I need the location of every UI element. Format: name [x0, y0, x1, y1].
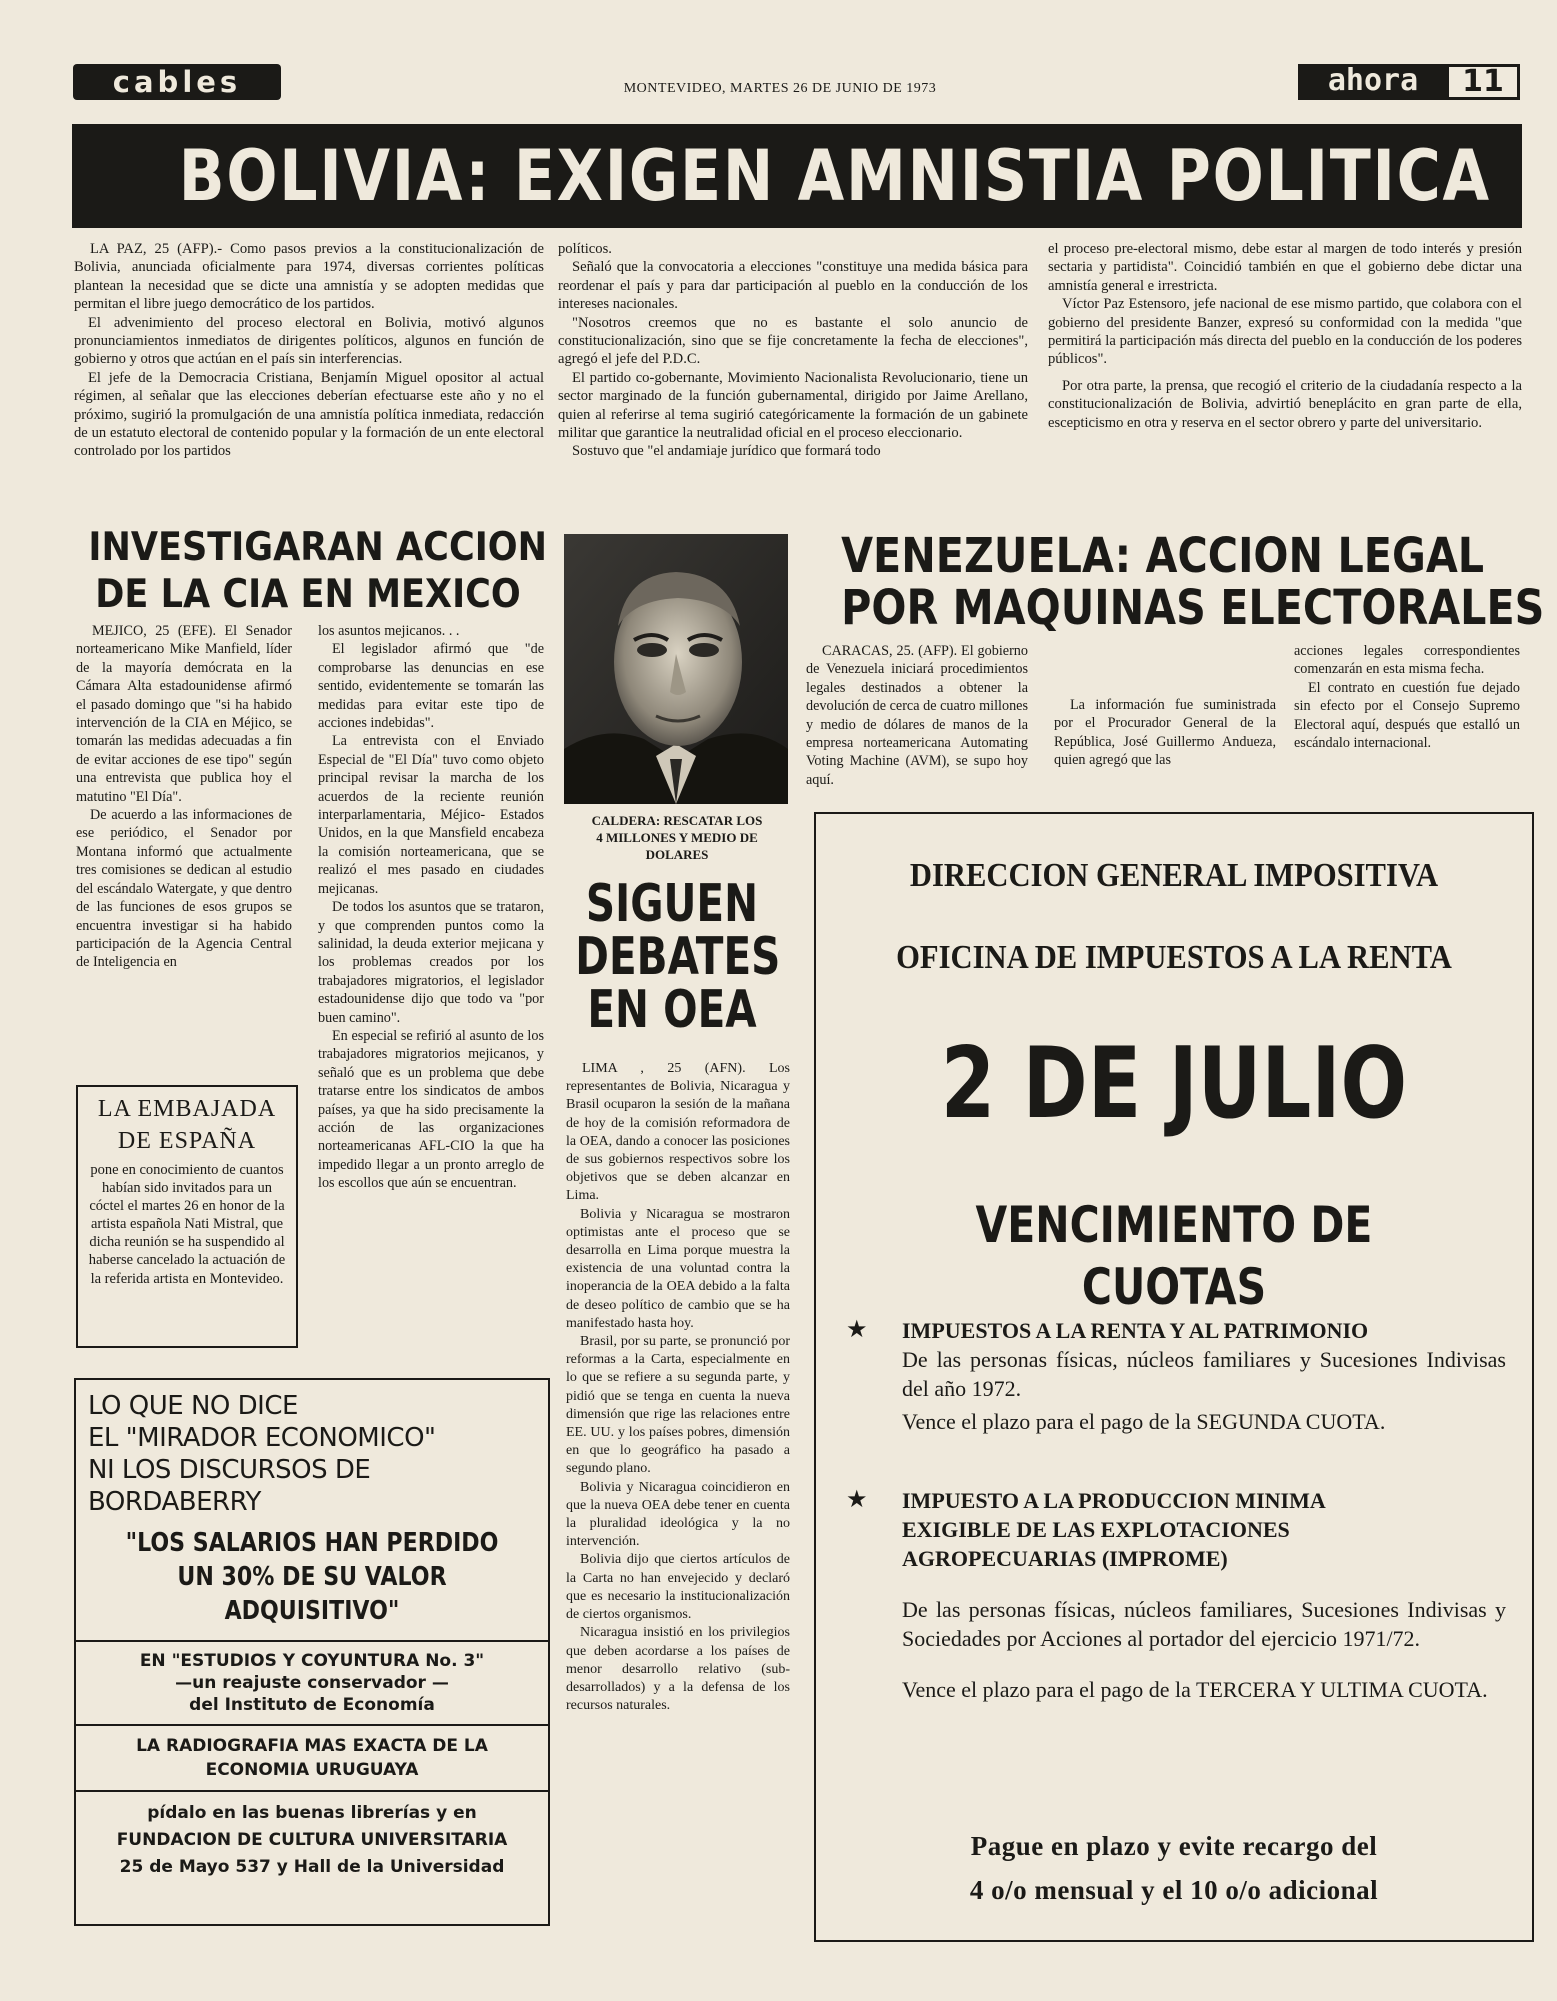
paragraph: los asuntos mejicanos. . .	[318, 623, 460, 639]
embassy-notice	[76, 1085, 298, 1348]
item-title: IMPUESTOS A LA RENTA Y AL PATRIMONIO	[902, 1318, 1369, 1343]
embassy-title	[86, 1093, 288, 1157]
main-story-col-2	[558, 240, 1028, 461]
page-number: 11	[1446, 64, 1520, 100]
section-line: LA RADIOGRAFIA MAS EXACTA DE LA	[136, 1736, 488, 1756]
section-line: ECONOMIA URUGUAYA	[205, 1760, 419, 1780]
dgi-advertisement	[814, 812, 1534, 1942]
section-line: EN "ESTUDIOS Y COYUNTURA No. 3"	[139, 1651, 485, 1671]
paragraph: El partido co-gobernante, Movimiento Nacionalista Revolucionario, tiene un sector marginado de la función gubernamental, dirigido por Jaime Arellano, quien al referirse al tema sugirió categóricamente la formación de un gabinete militar que garantice la neutralidad oficial en el proceso eleccionario.	[558, 369, 1028, 442]
paragraph: políticos.	[558, 241, 612, 257]
intro-line: NI LOS DISCURSOS DE	[88, 1455, 371, 1485]
paragraph: El contrato en cuestión fue dejado sin efecto por el Consejo Supremo Electoral aquí, después que estalló un escándalo internacional.	[1294, 679, 1520, 752]
headline-line: DE LA CIA EN MEXICO	[95, 572, 521, 617]
item-due: Vence el plazo para el pago de la SEGUNDA CUOTA.	[902, 1409, 1386, 1434]
section-label: cables	[73, 64, 281, 100]
main-story-col-3	[1048, 240, 1522, 432]
star-icon: ★	[846, 1317, 868, 1343]
star-icon: ★	[846, 1487, 868, 1513]
cia-story-col-2	[318, 622, 544, 1193]
paragraph: Por otra parte, la prensa, que recogió el criterio de la ciudadanía respecto a la constitucionalización de Bolivia, advirtió beneplácito en gran parte de ella, escepticismo en otra y reserva en el sector obrero y parte del universitario.	[1048, 377, 1522, 431]
dgi-item-improme	[846, 1486, 1506, 1704]
brand-logo: ahora	[1298, 64, 1448, 100]
item-body: De las personas físicas, núcleos familiares, Sucesiones Indivisas y Sociedades por Acciones al portador del ejercicio 1971/72.	[902, 1597, 1506, 1651]
caption-line: DOLARES	[645, 847, 709, 862]
quote-line: "LOS SALARIOS HAN PERDIDO	[125, 1528, 499, 1558]
dgi-date: 2 DE JULIO	[940, 1027, 1408, 1141]
main-headline: BOLIVIA: EXIGEN AMNISTIA POLITICA	[178, 135, 1491, 217]
intro-line: BORDABERRY	[88, 1487, 261, 1517]
quote-line: UN 30% DE SU VALOR	[177, 1562, 447, 1592]
paragraph: LIMA , 25 (AFN). Los representantes de Bolivia, Nicaragua y Brasil ocuparon la sesión de la mañana de hoy de la comisión reformadora de la OEA, dando a conocer las posiciones de sus gobiernos respectivos sobre los objetivos que se deben alcanzar en Lima.	[566, 1061, 790, 1204]
paragraph: LA PAZ, 25 (AFP).- Como pasos previos a la constitucionalización de Bolivia, anunciada oficialmente para 1974, diversas corrientes políticas plantean la necesidad que se dicte una amnistía y se adopten medidas que permitan el libre juego democrático de los partidos.	[74, 241, 544, 313]
paragraph: La información fue suministrada por el Procurador General de la República, José Guillermo Andueza, quien agregó que las	[1054, 697, 1276, 769]
mirador-intro	[76, 1380, 548, 1518]
oea-story-body	[566, 1060, 790, 1715]
headline-line: SIGUEN	[585, 874, 759, 934]
intro-line: LO QUE NO DICE	[88, 1391, 298, 1421]
dgi-office: OFICINA DE IMPUESTOS A LA RENTA	[896, 939, 1452, 976]
cia-headline	[88, 524, 547, 618]
section-line: del Instituto de Economía	[189, 1695, 435, 1715]
item-title: IMPUESTO A LA PRODUCCION MINIMA EXIGIBLE DE LAS EXPLOTACIONES AGROPECUARIAS (IMPROME)	[902, 1488, 1325, 1571]
section-line: FUNDACION DE CULTURA UNIVERSITARIA	[116, 1830, 508, 1850]
quote-line: ADQUISITIVO"	[224, 1596, 400, 1626]
paragraph: el proceso pre-electoral mismo, debe estar al margen de todo interés y presión sectaria y partidista". Coincidió también en que el gobierno debe dictar una amnistía general e irrestricta.	[1048, 241, 1522, 294]
intro-line: EL "MIRADOR ECONOMICO"	[88, 1423, 436, 1453]
caldera-photo	[564, 534, 788, 804]
footer-line: Pague en plazo y evite recargo del	[970, 1831, 1378, 1861]
portrait-image	[564, 534, 788, 804]
dgi-agency: DIRECCION GENERAL IMPOSITIVA	[909, 857, 1439, 894]
mirador-section-radiography	[76, 1724, 548, 1790]
paragraph: CARACAS, 25. (AFP). El gobierno de Venezuela iniciará procedimientos legales destinados a obtener la devolución de cerca de cuatro millones y medio de dólares de manos de la empresa norteamericana Automating Voting Machine (AVM), se supo hoy aquí.	[806, 643, 1028, 788]
paragraph: Señaló que la convocatoria a elecciones "constituye una medida básica para reordenar el país y para dar participación al pueblo en la conducción de los intereses nacionales.	[558, 259, 1028, 313]
section-line: 25 de Mayo 537 y Hall de la Universidad	[119, 1857, 505, 1877]
mirador-ad	[74, 1378, 550, 1926]
section-line: —un reajuste conservador —	[175, 1673, 449, 1693]
paragraph: MEJICO, 25 (EFE). El Senador norteamericano Mike Manfield, líder de la mayoría demócrata en la Cámara Alta estadounidense afirmó el pasado domingo que "si ha habido intervención de la CIA en Méjico, se tomarán las medidas adecuadas a fin de evitar acciones de ese tipo" según una entrevista que publica hoy el matutino "El Día".	[76, 623, 292, 805]
dgi-item-renta	[846, 1316, 1506, 1436]
paragraph: "Nosotros creemos que no es bastante el solo anuncio de constitucionalización, sino que se fije concretamente la fecha de elecciones", agregó el jefe del P.D.C.	[558, 314, 1028, 368]
venezuela-col-2	[1054, 696, 1276, 770]
paragraph: La entrevista con el Enviado Especial de "El Día" tuvo como objeto principal revisar la marcha de los acuerdos de la reciente reunión interparlamentaria, Méjico- Estados Unidos, en la que Mansfield encabeza la comisión norteamericana, que se realizó el mes pasado en ciudades mejicanas.	[318, 733, 544, 897]
title-line: LA EMBAJADA	[97, 1096, 277, 1122]
venezuela-col-1	[806, 642, 1028, 789]
paragraph: acciones legales correspondientes comenzarán en esta misma fecha.	[1294, 643, 1520, 678]
paragraph: Sostuvo que "el andamiaje jurídico que formará todo	[572, 443, 881, 460]
paragraph: Bolivia y Nicaragua coincidieron en que la nueva OEA debe tener en cuenta la pluralidad ideológica y la no intervención.	[566, 1479, 790, 1550]
main-headline-banner	[72, 124, 1522, 228]
mirador-quote	[111, 1526, 512, 1628]
caption-line: 4 MILLONES Y MEDIO DE	[596, 830, 758, 845]
embassy-body: pone en conocimiento de cuantos habían sido invitados para un cóctel el martes 26 en honor de la artista española Nati Mistral, que dicha reunión se ha suspendido al haberse cancelado la actuación de la referida artista en Montevideo.	[88, 1162, 286, 1287]
main-story-col-1	[74, 240, 544, 461]
oea-headline	[575, 874, 781, 1040]
item-body: De las personas físicas, núcleos familiares y Sucesiones Indivisas del año 1972.	[902, 1347, 1506, 1401]
photo-caption	[558, 812, 796, 863]
venezuela-col-3	[1294, 642, 1520, 752]
paragraph: Bolivia y Nicaragua se mostraron optimistas ante el proceso que se desarrolla en Lima porque muestra la existencia de una voluntad contra la inoperancia de la OEA debido a la falta de deseo político de cambio que se ha manifestado hasta hoy.	[566, 1206, 790, 1331]
caption-line: CALDERA: RESCATAR LOS	[591, 813, 763, 828]
paragraph: En especial se refirió al asunto de los trabajadores migratorios mejicanos, y señaló que es un problema que debe tratarse entre los sindicatos de ambos países, ya que ha sido precisamente la acción de las organizaciones norteamericanas AFL-CIO la que ha impedido llegar a un pronto arreglo de los escollos que aún se encuentran.	[318, 1027, 544, 1192]
paragraph: Bolivia dijo que ciertos artículos de la Carta no han envejecido y declaró que es necesario la institucionalización de ciertos organismos.	[566, 1552, 790, 1623]
item-due: Vence el plazo para el pago de la TERCERA Y ULTIMA CUOTA.	[902, 1677, 1488, 1702]
paragraph: El advenimiento del proceso electoral en Bolivia, motivó algunos pronunciamientos inmediatos de dirigentes políticos, algunos en función de gobierno y otros que actúan en el país sin interferencias.	[74, 314, 544, 368]
paragraph: Nicaragua insistió en los privilegios que deben acordarse a los países de menor desarrollo relativo (sub- desarrollados) y a la defensa de los recursos naturales.	[566, 1625, 790, 1714]
dateline: MONTEVIDEO, MARTES 26 DE JUNIO DE 1973	[623, 81, 937, 96]
paragraph: De todos los asuntos que se trataron, y que comprenden puntos como la salinidad, la deuda exterior mejicana y los problemas creados por los trabajadores migratorios, el legislador estadounidense dijo que todo va "por buen camino".	[318, 899, 544, 1026]
paragraph: El legislador afirmó que "de comprobarse las denuncias en ese sentido, evidentemente se tomarán las medidas para evitar este tipo de acciones indebidas".	[318, 641, 544, 732]
mirador-section-where	[76, 1790, 548, 1889]
paragraph: Brasil, por su parte, se pronunció por reformas a la Carta, especialmente en lo que se refiere a su segunda parte, y pidió que se tenga en cuenta la nueva dimensión que rige las relaciones entre EE. UU. y los países pobres, dimensión en que lo geográfico ha pasado a segundo plano.	[566, 1334, 790, 1477]
headline-line: POR MAQUINAS ELECTORALES	[841, 580, 1545, 636]
section-line: pídalo en las buenas librerías y en	[147, 1803, 477, 1823]
paragraph: De acuerdo a las informaciones de ese periódico, el Senador por Montana informó que actualmente tres comisiones se dedican al estudio del escándalo Watergate, y que dentro de las funciones de esos grupos se encuentra investigar si ha habido participación de la Agencia Central de Inteligencia en	[76, 807, 292, 971]
title-line: DE ESPAÑA	[117, 1128, 257, 1154]
dgi-footer	[816, 1824, 1532, 1912]
mirador-section-study	[76, 1640, 548, 1724]
cia-story-col-1	[76, 622, 292, 972]
headline-line: EN OEA	[587, 980, 757, 1040]
footer-line: 4 o/o mensual y el 10 o/o adicional	[969, 1875, 1379, 1905]
venezuela-headline	[841, 528, 1545, 636]
headline-line: DEBATES	[575, 927, 781, 987]
headline-line: INVESTIGARAN ACCION	[88, 525, 547, 570]
paragraph: Víctor Paz Estensoro, jefe nacional de ese mismo partido, que colabora con el gobierno del presidente Banzer, expresó su conformidad con la medida "que permitirá la participación más directa del pueblo en la conducción de los poderes públicos".	[1048, 296, 1522, 368]
dgi-subtitle: VENCIMIENTO DE CUOTAS	[975, 1196, 1373, 1316]
paragraph: El jefe de la Democracia Cristiana, Benjamín Miguel opositor al actual régimen, al señalar que las elecciones deberían efectuarse este año y no el próximo, sugirió la promulgación de una amnistía política inmediata, redacción de un estatuto electoral de contenido popular y la formación de un ente electoral controlado por los partidos	[74, 369, 544, 460]
headline-line: VENEZUELA: ACCION LEGAL	[841, 528, 1485, 584]
